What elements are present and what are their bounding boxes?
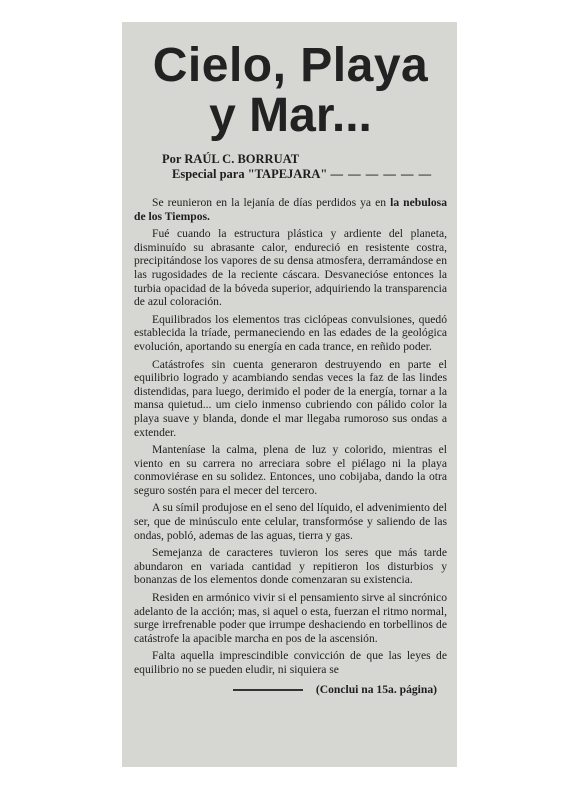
paragraph-1-bold: la nebulosa de los Tiempos. [134, 196, 447, 223]
title-line-1: Cielo, Playa [152, 39, 429, 92]
byline-special-row [162, 167, 447, 182]
article-body [134, 196, 447, 677]
byline-dashes: — — — — — — [330, 167, 433, 181]
byline-author: Por RAÚL C. BORRUAT [162, 152, 300, 166]
article-title [134, 40, 447, 142]
continuation-note [134, 683, 447, 696]
paragraph-5: Manteníase la calma, plena de luz y colorido, mientras el viento en su carrera no arreciara sobre el piélago ni la playa conmoviérase en su solidez. Entonces, uno cobijaba, dando la otra seguro sostén para el mecer del tercero. [134, 443, 447, 497]
paragraph-4: Catástrofes sin cuenta generaron destruyendo en parte el equilibrio logrado y acambiando sendas veces la faz de las lindes distendidas, para luego, derimido el poder de la energía, tornar a la mansa quietud... um cielo inmenso cubriendo con pálido color la playa suave y blanda, donde el mar llegaba rumoroso sus ondas a extender. [134, 357, 447, 439]
footer-rule [233, 689, 303, 691]
paragraph-8: Residen en armónico vivir si el pensamiento sirve al sincrónico adelanto de la acción; mas, si aquel o esta, fuerzan el ritmo normal, surge irrefrenable poder que irrumpe deshaciendo en torbellinos de catástrofe la apacible marcha en pos de la ascensión. [134, 591, 447, 645]
paragraph-7: Semejanza de caracteres tuvieron los seres que más tarde abundaron en variada cantidad y repitieron los disturbios y bonanzas de los elementos donde comenzaran su existencia. [134, 546, 447, 587]
byline-special: Especial para "TAPEJARA" [172, 167, 328, 181]
byline [162, 152, 447, 182]
title-line-2: y Mar... [209, 89, 372, 142]
paragraph-9: Falta aquella imprescindible convicción de que las leyes de equilibrio no se pueden eludir, ni siquiera se [134, 649, 447, 676]
paragraph-1 [134, 196, 447, 223]
paragraph-1-text: Se reunieron en la lejanía de días perdidos ya en [152, 196, 387, 209]
continuation-text: (Conclui na 15a. página) [315, 682, 437, 696]
paragraph-6: A su símil produjose en el seno del líquido, el advenimiento del ser, que de minúsculo ente celular, transformóse y saliendo de las ondas, pobló, ademas de las aguas, tierra y gas. [134, 501, 447, 542]
newspaper-clipping [122, 22, 457, 767]
paragraph-3: Equilibrados los elementos tras ciclópeas convulsiones, quedó establecida la tríade, permaneciendo en las edades de la geológica evolución, aportando su energía en cada trance, en reñido poder. [134, 312, 447, 353]
paragraph-2: Fué cuando la estructura plástica y ardiente del planeta, disminuído su abrasante calor, endureció en resistente costra, precipitándose los vapores de su densa atmosfera, derramándose en las rugosidades de la reciente cáscara. Desvanecióse entonces la turbia opacidad de la bóveda superior, adquiriendo la transparencia de azul coloración. [134, 227, 447, 309]
